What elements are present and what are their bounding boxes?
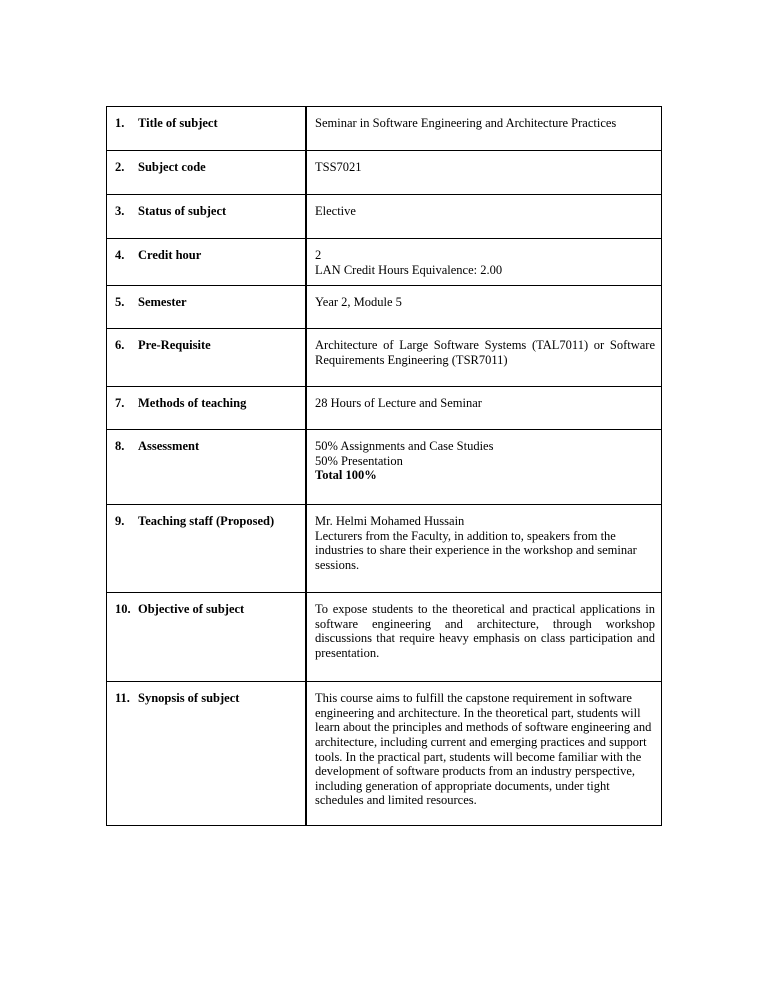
row-label: Credit hour (138, 248, 202, 262)
row-synopsis (107, 682, 662, 826)
row-label: Pre-Requisite (138, 338, 211, 353)
row-assessment (107, 430, 662, 505)
row-label: Objective of subject (138, 602, 245, 617)
assessment-assignments: 50% Assignments and Case Studies (315, 439, 494, 454)
row-number: 1. (115, 116, 125, 130)
row-pre-requisite (107, 329, 662, 387)
row-label: Teaching staff (Proposed) (138, 514, 275, 529)
subject-title-value: Seminar in Software Engineering and Architecture Practices (315, 116, 617, 130)
row-semester (107, 286, 662, 329)
assessment-presentation: 50% Presentation (315, 453, 403, 468)
row-label: Methods of teaching (138, 396, 247, 411)
objective-value: To expose students to the theoretical and practical applications in software engineering and architecture, through workshop discussions that require heavy emphasis on class participation and presentation. (315, 602, 655, 660)
subject-code-value: TSS7021 (315, 160, 362, 174)
row-number: 5. (115, 295, 125, 310)
teaching-staff-description: Lecturers from the Faculty, in addition to, speakers from the industries to share their experience in the workshop and seminar sessions. (315, 528, 637, 572)
row-subject-code (107, 151, 662, 195)
row-label: Status of subject (138, 204, 227, 218)
row-label: Synopsis of subject (138, 691, 240, 706)
row-number: 9. (115, 514, 125, 529)
row-number: 10. (115, 602, 131, 617)
row-title-of-subject (107, 107, 662, 151)
row-teaching-staff (107, 505, 662, 593)
row-label: Semester (138, 295, 187, 310)
row-number: 7. (115, 396, 125, 411)
pre-requisite-value: Architecture of Large Software Systems (TAL7011) or Software Requirements Engineering (TSR7011) (315, 338, 655, 367)
row-label: Subject code (138, 160, 206, 174)
row-methods-of-teaching (107, 387, 662, 430)
row-objective (107, 593, 662, 682)
row-credit-hour (107, 239, 662, 286)
synopsis-value: This course aims to fulfill the capstone requirement in software engineering and architecture. In the theoretical part, students will learn about the principles and methods of software engineering and architecture, including current and emerging practices and support tools. In the practical part, students will become familiar with the development of software products from an industry perspective, including generation of appropriate documents, under tight schedules and limited resources. (315, 691, 652, 808)
assessment-total: Total 100% (315, 468, 377, 483)
credit-hour-value: 2 (315, 248, 322, 262)
methods-value: 28 Hours of Lecture and Seminar (315, 396, 482, 411)
row-label: Assessment (138, 439, 200, 454)
row-label: Title of subject (138, 116, 218, 130)
teaching-staff-name: Mr. Helmi Mohamed Hussain (315, 514, 465, 529)
row-number: 11. (115, 691, 130, 706)
row-number: 4. (115, 248, 125, 262)
lan-credit-equivalence: LAN Credit Hours Equivalence: 2.00 (315, 262, 503, 277)
row-number: 6. (115, 338, 125, 353)
semester-value: Year 2, Module 5 (315, 295, 402, 310)
row-number: 8. (115, 439, 125, 454)
row-number: 2. (115, 160, 125, 174)
row-number: 3. (115, 204, 125, 218)
status-value: Elective (315, 204, 356, 218)
row-status-of-subject (107, 195, 662, 239)
subject-info-table (106, 106, 662, 826)
